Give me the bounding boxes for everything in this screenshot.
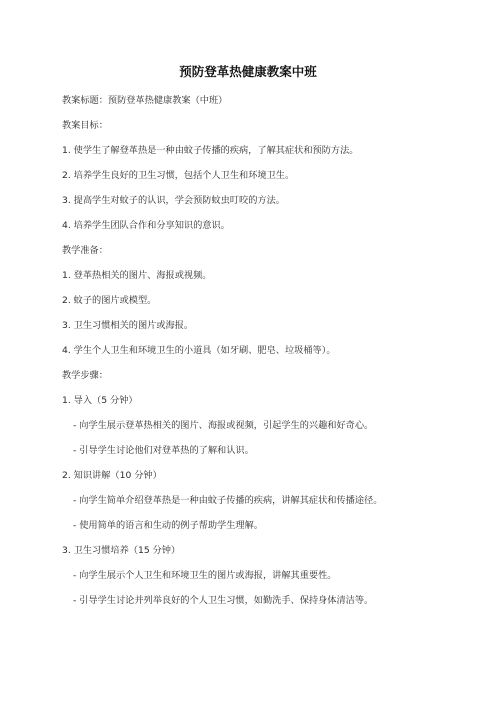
section-heading-objectives: 教案目标： — [62, 120, 108, 131]
step-3-bullet-1: - 向学生展示个人卫生和环境卫生的图片或海报，讲解其重要性。 — [73, 570, 337, 581]
step-1-bullet-1: - 向学生展示登革热相关的图片、海报或视频，引起学生的兴趣和好奇心。 — [73, 420, 374, 431]
step-heading-3: 3. 卫生习惯培养（15 分钟） — [62, 545, 181, 556]
preparation-item-1: 1. 登革热相关的图片、海报或视频。 — [62, 270, 212, 281]
preparation-item-3: 3. 卫生习惯相关的图片或海报。 — [62, 320, 194, 331]
step-1-bullet-2: - 引导学生讨论他们对登革热的了解和认识。 — [73, 445, 254, 456]
step-2-bullet-1: - 向学生简单介绍登革热是一种由蚊子传播的疾病，讲解其症状和传播途径。 — [73, 495, 383, 506]
objective-item-1: 1. 使学生了解登革热是一种由蚊子传播的疾病，了解其症状和预防方法。 — [62, 145, 359, 156]
lesson-title-line: 教案标题：预防登革热健康教案（中班） — [62, 95, 228, 106]
objective-item-4: 4. 培养学生团队合作和分享知识的意识。 — [62, 220, 230, 231]
step-2-bullet-2: - 使用简单的语言和生动的例子帮助学生理解。 — [73, 520, 263, 531]
preparation-item-4: 4. 学生个人卫生和环境卫生的小道具（如牙刷、肥皂、垃圾桶等）。 — [62, 345, 336, 356]
section-heading-steps: 教学步骤： — [62, 370, 108, 381]
document-title: 预防登革热健康教案中班 — [179, 64, 317, 79]
objective-item-2: 2. 培养学生良好的卫生习惯，包括个人卫生和环境卫生。 — [62, 170, 295, 181]
preparation-item-2: 2. 蚊子的图片或模型。 — [62, 295, 157, 306]
objective-item-3: 3. 提高学生对蚊子的认识，学会预防蚊虫叮咬的方法。 — [62, 195, 285, 206]
step-3-bullet-2: - 引导学生讨论并列举良好的个人卫生习惯，如勤洗手、保持身体清洁等。 — [73, 595, 374, 606]
section-heading-preparation: 教学准备： — [62, 245, 108, 256]
step-heading-1: 1. 导入（5 分钟） — [62, 395, 138, 406]
step-heading-2: 2. 知识讲解（10 分钟） — [62, 470, 162, 481]
